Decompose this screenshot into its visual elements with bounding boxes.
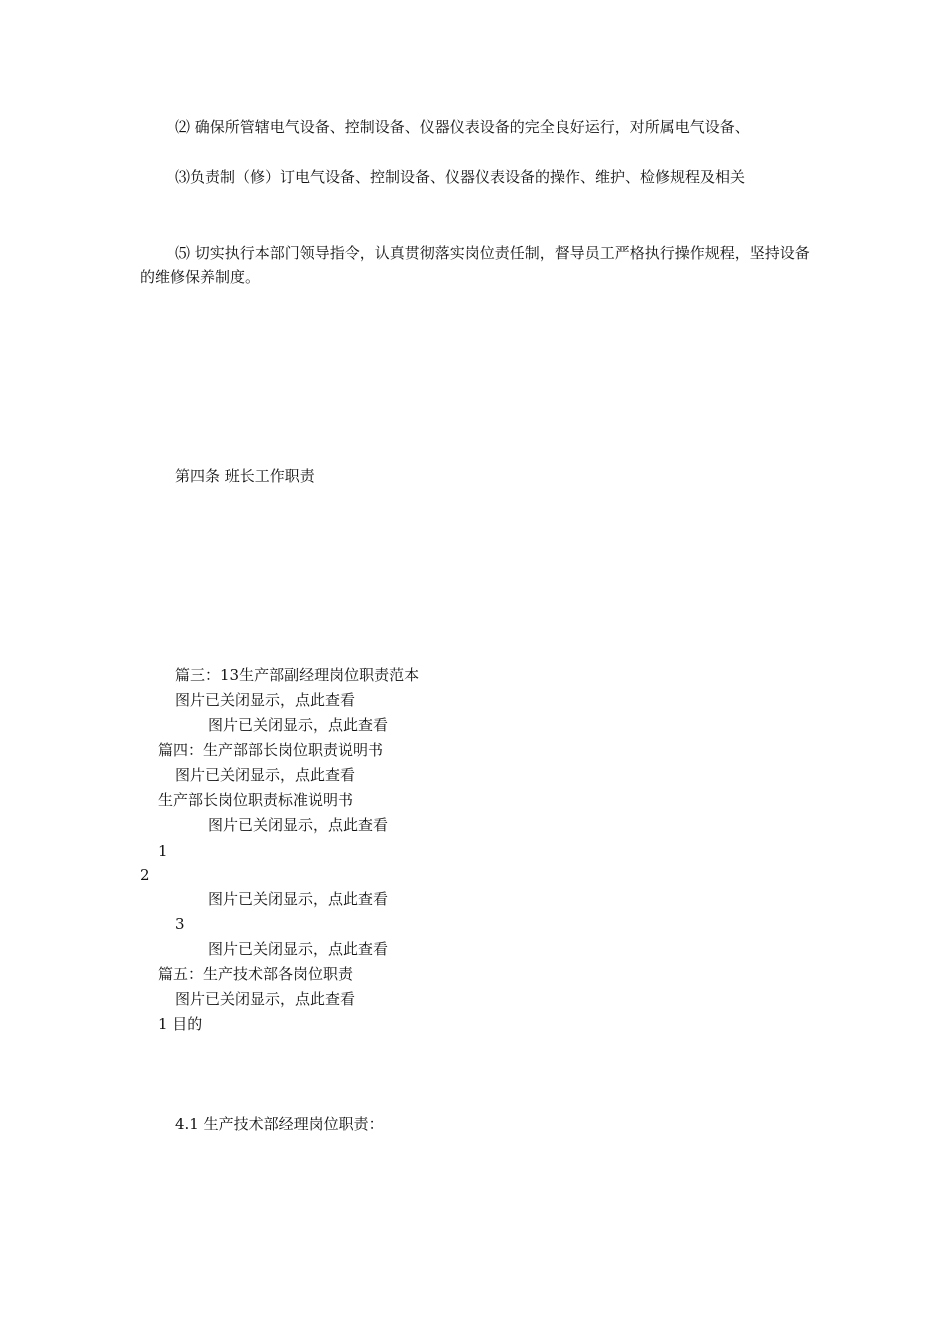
part-3-title: 篇三：13生产部副经理岗位职责范本 [175,666,420,684]
article-4-heading: 第四条 班长工作职责 [175,467,315,485]
item-3-text: ⑶负责制（修）订电气设备、控制设备、仪器仪表设备的操作、维护、检修规程及相关 [175,168,746,186]
image-closed-link[interactable]: 图片已关闭显示，点此查看 [208,890,389,908]
image-closed-link[interactable]: 图片已关闭显示，点此查看 [175,990,356,1008]
part-5-title: 篇五：生产技术部各岗位职责 [158,965,354,983]
image-closed-link[interactable]: 图片已关闭显示，点此查看 [208,940,389,958]
item-2-text: ⑵ 确保所管辖电气设备、控制设备、仪器仪表设备的完全良好运行，对所属电气设备、 [175,118,750,136]
number-2: 2 [140,866,150,884]
standard-title: 生产部长岗位职责标准说明书 [158,791,354,809]
section-4-1-heading: 4.1 生产技术部经理岗位职责： [175,1115,384,1133]
image-closed-link[interactable]: 图片已关闭显示，点此查看 [175,691,356,709]
image-closed-link[interactable]: 图片已关闭显示，点此查看 [208,716,389,734]
purpose-heading: 1 目的 [158,1015,203,1033]
item-5-paragraph: ⑸ 切实执行本部门领导指令，认真贯彻落实岗位责任制，督导员工严格执行操作规程，坚持设备的维修保养制度。 [140,244,810,286]
part-4-title: 篇四：生产部部长岗位职责说明书 [158,741,384,759]
number-3: 3 [175,915,185,933]
number-1: 1 [158,842,168,860]
image-closed-link[interactable]: 图片已关闭显示，点此查看 [175,766,356,784]
image-closed-link[interactable]: 图片已关闭显示，点此查看 [208,816,389,834]
